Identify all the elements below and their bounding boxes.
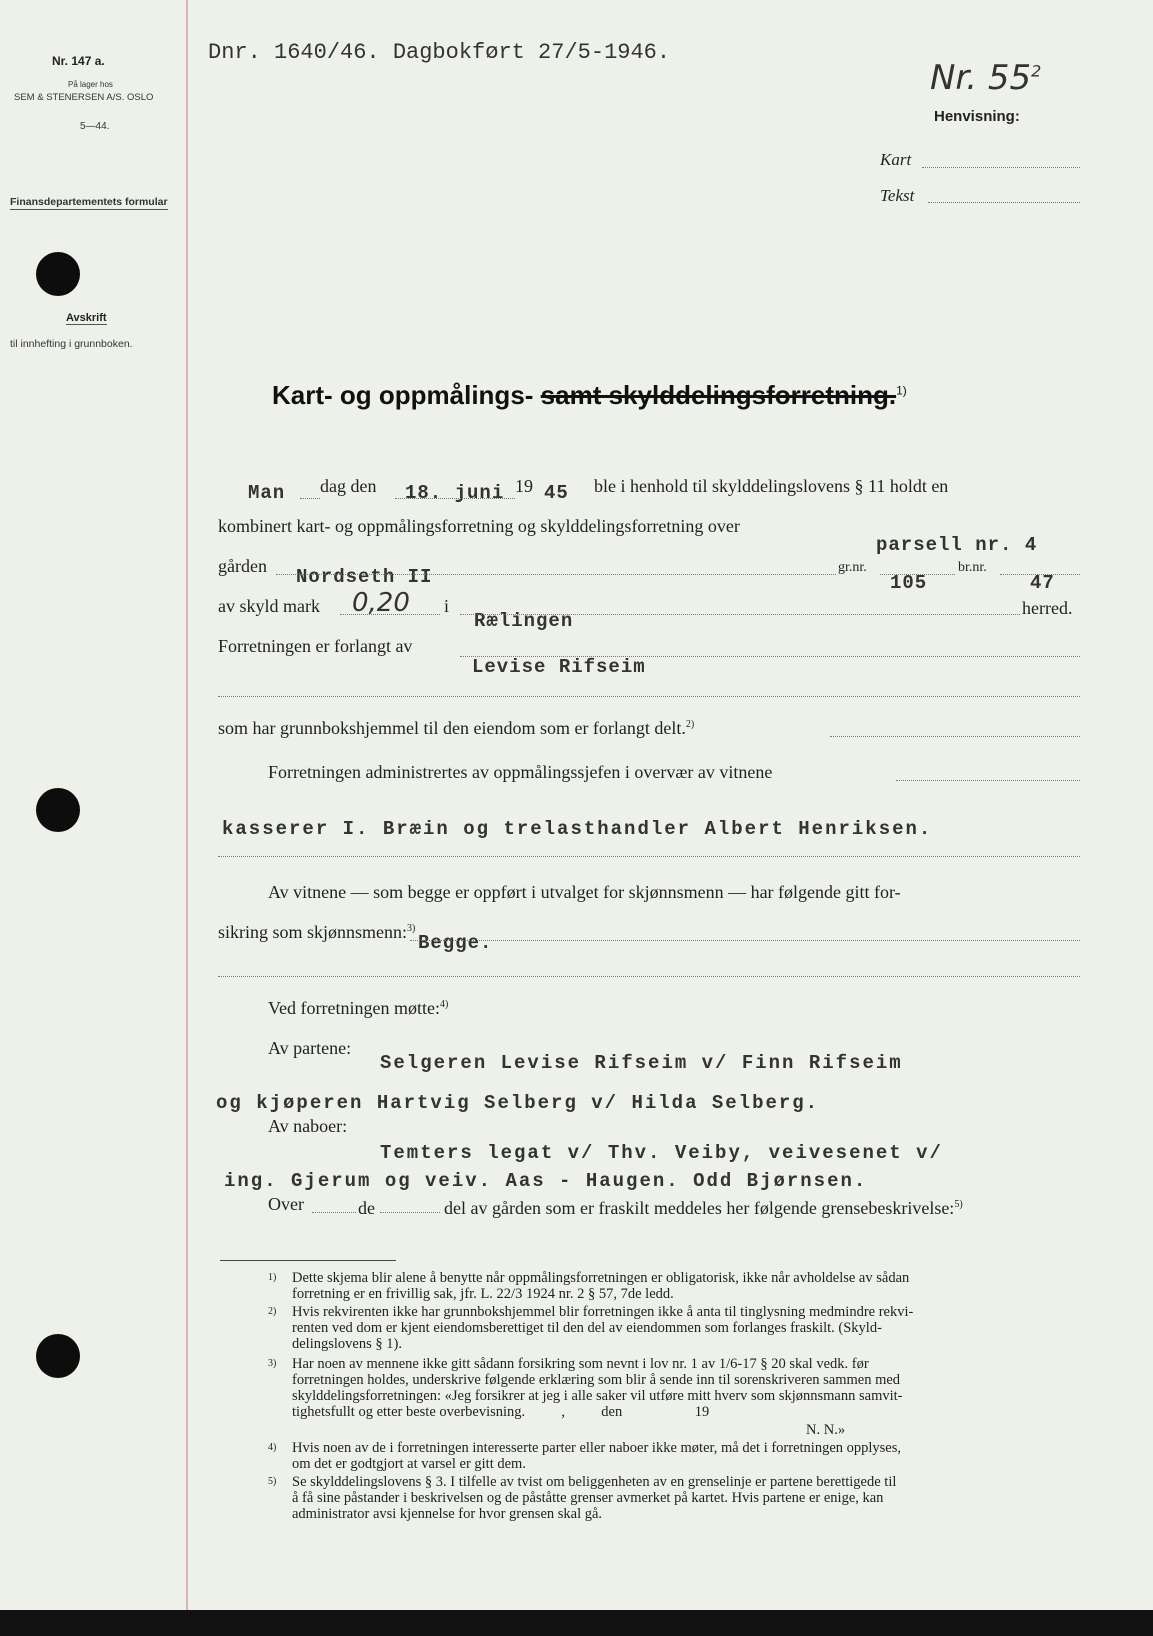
handwritten-number: Nr. $55^2$ — [930, 58, 1042, 98]
dotted-line — [896, 780, 1080, 781]
begge: Begge. — [418, 932, 493, 954]
dotted-line — [218, 696, 1080, 697]
partene-label: Av partene: — [268, 1038, 352, 1058]
dotted-line — [300, 498, 320, 499]
punch-hole-icon — [36, 1334, 80, 1378]
dotted-line — [218, 856, 1080, 857]
date-code: 5—44. — [80, 121, 110, 132]
kart-field — [922, 167, 1080, 168]
form-number: Nr. 147 a. — [52, 54, 105, 68]
avskrift-label: Avskrift — [66, 312, 107, 324]
dotted-line — [312, 1212, 356, 1213]
dotted-line — [830, 736, 1080, 737]
parsell: parsell nr. 4 — [876, 534, 1038, 556]
hjemmel-text: som har grunnbokshjemmel til den eiendom som er forlangt delt.$^{2)}$ — [218, 718, 695, 738]
tekst-label: Tekst — [880, 186, 915, 205]
naboer-label: Av naboer: — [268, 1116, 348, 1136]
dotted-line — [880, 574, 955, 575]
i-label: i — [444, 596, 450, 616]
year-prefix: 19 — [515, 476, 533, 496]
publisher-line-2: SEM & STENERSEN A/S. OSLO — [14, 92, 154, 103]
vitner-text-2: sikring som skjønnsmenn:$^{3)}$ — [218, 922, 416, 942]
dotted-line — [380, 1212, 440, 1213]
garden-name: Nordseth II — [296, 566, 433, 588]
footnote-4: 4) Hvis noen av de i forretningen interesserte parter eller naboer ikke møter, må det i forretningen opplyses, om det er godtgjort at varsel er gitt dem. — [268, 1440, 902, 1472]
dotted-line — [218, 976, 1080, 977]
garden-label: gården — [218, 556, 267, 576]
partene-line-2: og kjøperen Hartvig Selberg v/ Hilda Selberg. — [216, 1092, 820, 1114]
tekst-field — [928, 202, 1080, 203]
publisher-line-1: På lager hos — [68, 80, 113, 89]
footnote-1: 1) Dette skjema blir alene å benytte når oppmålingsforretningen er obligatorisk, ikke når avholdelse av sådan forretning er en frivillig sak, jfr. L. 22/3 1924 nr. 2 § 57, 7de ledd. — [268, 1270, 910, 1302]
mote-label: Ved forretningen møtte:$^{4)}$ — [268, 998, 449, 1018]
kart-label: Kart — [880, 150, 912, 169]
footnote-5: 5) Se skylddelingslovens § 3. I tilfelle av tvist om beliggenheten av en grenselinje er partene berettigede til å få sine påstander i beskrivelsen og de påståtte grenser avmerket på kartet. Hvis partene er enige, kan administrator avsi kjennelse for hvor grensen skal gå. — [268, 1474, 897, 1522]
over-label: Over — [268, 1194, 304, 1214]
meeting-date: 18. juni — [405, 482, 505, 504]
partene-line-1: Selgeren Levise Rifseim v/ Finn Rifseim — [380, 1052, 903, 1074]
punch-hole-icon — [36, 252, 80, 296]
margin-rule — [186, 0, 188, 1636]
dotted-line — [395, 498, 515, 499]
footnote-nn: N. N.» — [806, 1422, 846, 1438]
vitner-text-1: Av vitnene — som begge er oppført i utvalget for skjønnsmenn — har følgende gitt for- — [268, 882, 901, 902]
naboer-line-1: Temters legat v/ Thv. Veiby, veivesenet v/ — [380, 1142, 943, 1164]
line1-text: ble i henhold til skylddelingslovens § 11 holdt en — [594, 476, 949, 496]
skyld-label: av skyld mark — [218, 596, 320, 616]
dotted-line — [276, 574, 836, 575]
naboer-line-2: ing. Gjerum og veiv. Aas - Haugen. Odd Bjørnsen. — [224, 1170, 868, 1192]
footnote-3: 3) Har noen av mennene ikke gitt sådann forsikring som nevnt i lov nr. 1 av 1/6-17 § 20 skal vedk. før forretningen holdes, underskrive følgende erklæring som blir å sende inn til sorenskriveren sammen med skylddelingsforretningen: «Jeg forsikrer at jeg i alle saker vil utføre mitt hverv som skjønnsmann samvit- tighetsfullt og etter beste overbevisning. , den 19 — [268, 1356, 903, 1420]
dotted-line — [460, 614, 1020, 615]
grnr-value: 105 — [890, 572, 928, 594]
weekday: Man — [248, 482, 286, 504]
forlangt-by: Levise Rifseim — [472, 656, 646, 678]
forlangt-label: Forretningen er forlangt av — [218, 636, 413, 656]
skyld-value: 0,20 — [352, 588, 410, 618]
line2-text: kombinert kart- og oppmålingsforretning og skylddelingsforretning over — [218, 516, 740, 536]
over-text: del av gården som er fraskilt meddeles her følgende grensebeskrivelse:$^{5)}$ — [444, 1198, 963, 1218]
department-form: Finansdepartementets formular — [10, 196, 168, 208]
herred-label: herred. — [1022, 598, 1073, 618]
dotted-line — [460, 656, 1080, 657]
page-title: Kart- og oppmålings- samt skylddelingsforretning.$^{1)}$ — [272, 380, 907, 410]
scan-border — [0, 1610, 1153, 1636]
grnr-label: gr.nr. — [838, 560, 867, 575]
herred-name: Rælingen — [474, 610, 574, 632]
de-label: de — [358, 1198, 375, 1218]
dotted-line — [1000, 574, 1080, 575]
witnesses: kasserer I. Bræin og trelasthandler Albert Henriksen. — [222, 818, 933, 840]
henvisning-label: Henvisning: — [934, 108, 1020, 125]
year-suffix: 45 — [544, 482, 569, 504]
footnote-2: 2) Hvis rekvirenten ikke har grunnbokshjemmel blir forretningen ikke å anta til tinglysning medmindre rekvi- renten ved dom er kjent eiendomsberettiget til den del av eiendommen som forlanges fraskilt. (Skyld- delingslovens § 1). — [268, 1304, 914, 1352]
footnote-rule — [220, 1260, 396, 1261]
dag-den-label: dag den — [320, 476, 377, 496]
dotted-line — [410, 940, 1080, 941]
adm-text: Forretningen administrertes av oppmålingssjefen i overvær av vitnene — [268, 762, 773, 782]
journal-line: Dnr. 1640/46. Dagbokført 27/5-1946. — [208, 40, 671, 65]
punch-hole-icon — [36, 788, 80, 832]
avskrift-subtitle: til innhefting i grunnboken. — [10, 338, 133, 350]
brnr-label: br.nr. — [958, 560, 987, 575]
brnr-value: 47 — [1030, 572, 1055, 594]
dotted-line — [340, 614, 440, 615]
